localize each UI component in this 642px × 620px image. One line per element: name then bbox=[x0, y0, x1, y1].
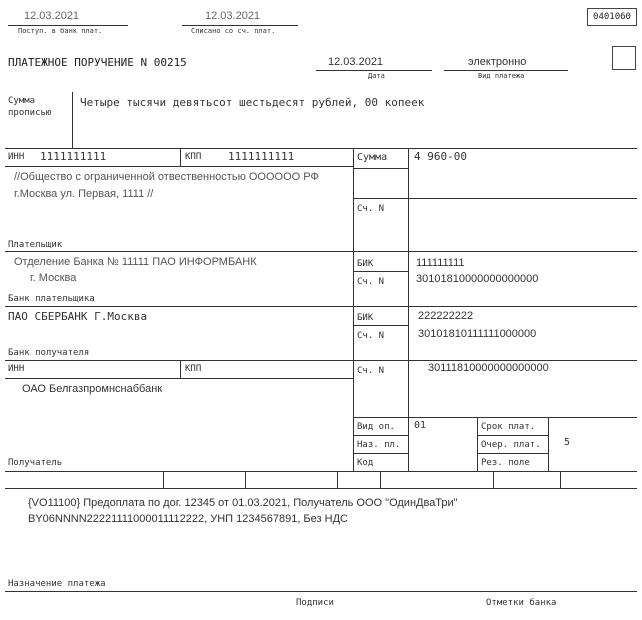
debited-date: 12.03.2021 bbox=[205, 10, 261, 22]
payee-label: Получатель bbox=[8, 458, 63, 468]
payer-inn: 1111111111 bbox=[40, 150, 107, 163]
purpose-label: Назначение платежа bbox=[8, 579, 106, 589]
term-label: Срок плат. bbox=[481, 422, 536, 432]
payment-sum: 4 960-00 bbox=[414, 150, 467, 163]
payee-bik: 222222222 bbox=[418, 310, 474, 322]
received-label: Поступ. в банк плат. bbox=[18, 27, 103, 35]
payee-bank-label: Банк получателя bbox=[8, 348, 90, 358]
payer-account-label: Сч. N bbox=[357, 204, 385, 214]
debited-label: Списано со сч. плат. bbox=[191, 27, 276, 35]
code-label: Код bbox=[357, 458, 374, 468]
purpose-code-label: Наз. пл. bbox=[357, 440, 401, 450]
payer-bik: 111111111 bbox=[416, 257, 465, 269]
amount-words-label-1: Сумма bbox=[8, 96, 36, 106]
payer-bank-account-label: Сч. N bbox=[357, 277, 385, 287]
payer-bank-account: 30101810000000000000 bbox=[416, 273, 539, 285]
payee-name: ОАО Белгазпромнснаббанк bbox=[22, 383, 163, 395]
sum-label: Сумма bbox=[357, 152, 388, 163]
payee-account-label: Сч. N bbox=[357, 366, 385, 376]
payee-bank-account-label: Сч. N bbox=[357, 331, 385, 341]
payee-inn-label: ИНН bbox=[8, 364, 25, 374]
date-label: Дата bbox=[368, 72, 385, 80]
payer-inn-label: ИНН bbox=[8, 152, 25, 162]
payee-kpp-label: КПП bbox=[185, 364, 202, 374]
page-title: ПЛАТЕЖНОЕ ПОРУЧЕНИЕ N 00215 bbox=[8, 56, 187, 69]
order-label: Очер. плат. bbox=[481, 440, 541, 450]
payment-type: электронно bbox=[468, 56, 527, 68]
payer-label: Плательщик bbox=[8, 240, 63, 250]
payee-bank-account: 30101810111111000000 bbox=[418, 328, 537, 340]
payer-kpp-label: КПП bbox=[185, 152, 202, 162]
received-date: 12.03.2021 bbox=[24, 10, 80, 22]
payer-name-1: //Общество с ограниченной отвественностью ОООООО РФ bbox=[14, 171, 319, 183]
reserve-label: Рез. поле bbox=[481, 458, 530, 468]
payer-name-2: г.Москва ул. Первая, 1111 // bbox=[14, 188, 154, 200]
purpose-line-2: BY06NNNN22221111000011112222, УНП 1234567891, Без НДС bbox=[28, 513, 348, 525]
payer-bank-name-1: Отделение Банка № 11111 ПАО ИНФОРМБАНК bbox=[14, 256, 257, 268]
payment-type-label: Вид платежа bbox=[478, 72, 525, 80]
form-code: 0401060 bbox=[587, 8, 637, 26]
amount-in-words: Четыре тысячи девятьсот шестьдесят рублей, 00 копеек bbox=[80, 96, 425, 109]
payee-account: 30111810000000000000 bbox=[428, 362, 549, 374]
payee-bik-label: БИК bbox=[357, 313, 374, 323]
purpose-line-1: {VO11100} Предоплата по дог. 12345 от 01.03.2021, Получатель ООО "ОдинДваТри" bbox=[28, 497, 458, 509]
payee-bank-name: ПАО СБЕРБАНК Г.Москва bbox=[8, 310, 148, 323]
payment-order: 5 bbox=[564, 437, 571, 448]
payer-bik-label: БИК bbox=[357, 259, 374, 269]
payer-bank-name-2: г. Москва bbox=[30, 272, 77, 284]
payer-kpp: 1111111111 bbox=[228, 150, 295, 163]
op-type: 01 bbox=[414, 420, 427, 431]
payer-bank-label: Банк плательщика bbox=[8, 294, 95, 304]
op-type-label: Вид оп. bbox=[357, 422, 395, 432]
amount-words-label-2: прописью bbox=[8, 108, 52, 118]
bank-marks-label: Отметки банка bbox=[486, 598, 557, 608]
signatures-label: Подписи bbox=[296, 598, 334, 608]
status-box bbox=[612, 46, 636, 70]
document-date: 12.03.2021 bbox=[328, 56, 384, 68]
